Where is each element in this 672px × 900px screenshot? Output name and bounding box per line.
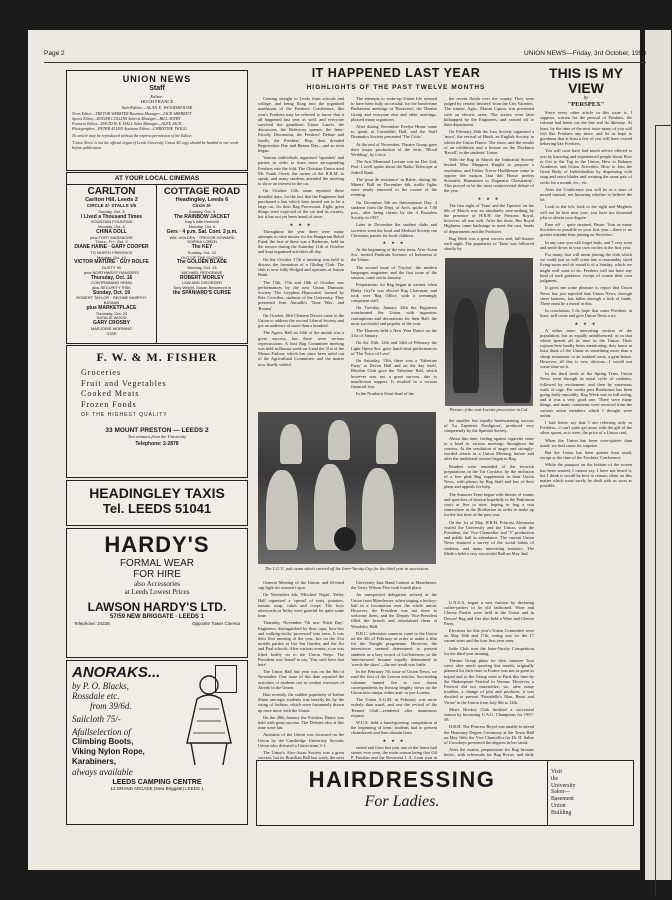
cinema-listing-line: SOPHIA LOREN: [187, 239, 217, 245]
cinema-listing-line: Tony Wright, Susan Beaumont in: [172, 284, 232, 290]
opinion-title: THIS IS MY: [549, 65, 623, 81]
anoraks-price: from 39/6d.: [90, 701, 132, 711]
article-paragraph: With the Rag in March the Industrial Society invited Miss Margaret Knight to propose a resolution, and Father Trevor Huddleston came to oppose the motion 'that this House prefers Scientific Humanism to Dogmatic Christianity'. This proved to be the most controversial debate of the year.: [444, 157, 534, 194]
cinema-listing-line: Thurs., Fri., Oct. 9: [95, 239, 128, 245]
article-paragraph: U.N.S.A. began a new fashion by declaring coffee-parties to be old fashioned. Wine and Cheese Parties were held in the Union and in Devon! Rag and Ger also held a Wine and Cheese Party.: [444, 600, 534, 626]
cinema-listing-line: DUSTY 90: [101, 264, 122, 270]
editor-label: Editor:: [150, 94, 164, 99]
article-paragraph: In the February 7th issue of Union News, we read the first of the Leeson articles. Succeeding columns fanned fire to two dozen correspondents by leaving lengthy views on the Union into camps, either anti- or pro-Loretta.: [351, 669, 437, 696]
taxis-phone: Tel. LEEDS 51041: [102, 501, 212, 516]
cinema-listing-line: Monday, Oct. 6: [188, 224, 216, 230]
article-paragraph: At the end of November, Theatre Group gave their major production of the term, 'Blood Wedding', by Lorca.: [351, 141, 437, 158]
cinema-listing-line: Sunday, Oct. 5: [98, 209, 125, 214]
small-figure-illustration: [215, 665, 237, 693]
header-rule: [44, 62, 646, 63]
article-paragraph: At the beginning of the new term, Afro-Asian Soc. invited Pandrum Soetarie, of Indonesia to the Union.: [351, 247, 437, 263]
hairdressing-side-line: Visit: [551, 769, 562, 775]
article-paragraph: General Meeting of the Union, and ill-fated cup fight for women's spot.: [258, 580, 344, 591]
camping-centre-name: LEEDS CAMPING CENTRE: [112, 779, 202, 786]
cinema-listing-line: The GOLDEN BLADE: [176, 259, 228, 266]
cinema-listing-line: ROBERT MORLEY: [180, 274, 224, 281]
staff-note: 'Union News' is not the official organ of Leeds University Union All copy should be handed in one week before publication: [72, 140, 239, 150]
opinion-text: [540, 110, 632, 488]
opinion-author: "PERSPEX": [567, 101, 605, 108]
fisher-items: [81, 368, 241, 421]
article-paragraph: Attention of the Union was focussed on the Union by the Cambridge University Socratic Union who defeated a Union team 3-1.: [258, 732, 344, 748]
article-headline: IT HAPPENED LAST YEAR: [311, 66, 481, 80]
cinema-listing-line: CHINA DOLL: [96, 228, 127, 235]
opinion-column: [540, 66, 632, 756]
article-paragraph: Various individuals organised 'squashes' and parties in order to learn more aerosponding Freshers into the fold. The Christian Union used Mr. Frank Owen, the owner of the R.R.M. to speak, and many students attended the meeting to show an interest in the car.: [258, 155, 344, 187]
article-column-3b: [444, 418, 534, 598]
cottage-road-films: [159, 210, 245, 296]
cinema-listing-line: plus FORT MASSACRE: [90, 234, 133, 240]
staff-line: News Editor—TREVOR WEBSTER Business Manager—JACK SHERRITT: [72, 111, 192, 117]
cinema-listing-line: BATAAN: [103, 300, 120, 306]
hairdressing-side-line: the: [551, 775, 559, 782]
article-paragraph: Ease off ... quite strained. Pause. 'Join as many Societies as possible in your first year—there is no greater mistake than joining no Societies.': [540, 222, 632, 238]
article-paragraph: The Union's Afro-Asian Society was a great success, but its Brazilian Ball last week, the next: [258, 750, 344, 761]
staff-line: Sports Editor—ROGER COLLINS Adverts Manager—BILL AVERY: [72, 116, 181, 122]
cottage-road-prices: Circle 3/-: [192, 203, 212, 208]
cinema-listing-line: TO NORTH FREDRICK: [90, 249, 133, 255]
article-column-4: [444, 600, 534, 756]
article-paragraph: It gives me some pleasure to report that Union News has just reported that Union News, through sheer laziness, has fallen through a lack of funds. There must be a moral in this.: [540, 285, 632, 306]
article-paragraph: On November 4th, 'Mischief Night', Tetley Hall organised a 'spread' of sorts, potatoes, tomato soup, cakes and crisps. The boys afterwards at Tetley were grateful for quite some time.: [258, 592, 344, 619]
anoraks-by: by P. O. Blacks,: [72, 681, 129, 691]
hairdressing-title: HAIRDRESSING: [308, 767, 496, 792]
hairdressing-main: [257, 761, 548, 825]
judo-team-caption: The L.U.U. judo team which carried off the Inter-Varsity Cup for the third year in succession.: [264, 566, 430, 571]
article-paragraph: The Dancers held a New Year Dance on the 31st of January.: [351, 327, 437, 339]
article-paragraph: On October 18th Clement Davies came to the Union to address the second Liberal Society and got an audience of more than a hundred.: [258, 312, 344, 329]
carlton-name: CARLTON: [87, 186, 136, 197]
article-column-1: [258, 96, 344, 410]
taxis-name: HEADINGLEY TAXIS: [89, 485, 225, 501]
staff-line: Photographer—PETER ALLEN Assistant Editor—CHRISTINE TWIGG: [72, 125, 187, 131]
cinema-listing-line: The KEY: [191, 244, 213, 251]
sailcloth-price: Sailcloth 75/-: [72, 714, 121, 724]
cinema-listing-line: OUT OF THE CLOUDS: [181, 254, 223, 260]
article-paragraph: the smaller, but equally heartwarming success of 'La Zapateria Prodigiosa', produced very competently by the Spanish Society.: [444, 418, 534, 434]
anoraks-item: Viking Nylon Rope,: [72, 747, 145, 756]
cinema-listing-line: NATALIE WOOD: [96, 315, 127, 321]
cinema-listing-line: Monday, Oct. 13: [96, 254, 127, 260]
cinema-listing-line: DIANE HAINE · GARY COOPER: [74, 244, 149, 251]
article-paragraph: Preparations for Rag began in earnest when Rinky Gryl'n was elected Rag Chairman, and took over Rag Office, with a seemingly competent staff.: [351, 282, 437, 303]
article-paragraph: On February 26th the Law Society organised a 'moot', the revival of Hindi, an English Society in which the Union Dance. The show, and the results of an exhibition and a lecture on the Dockmor 'Recoll', in the students' Union.: [444, 129, 534, 156]
cinema-listing-line: I Lived a Thousand Times: [80, 213, 143, 220]
hardys-line: FOR HIRE: [133, 569, 181, 580]
cinema-listing-line: The RAINBOW JACKET: [173, 213, 231, 220]
cinema-listing-line: WM. HOLDEN · TREVOR HOWARD: [169, 234, 235, 240]
hairdressing-ad: [256, 760, 634, 826]
cinema-listing-line: CONTRABAND SPAIN: [91, 280, 132, 286]
article-paragraph: In the third week of the Spring Term, Union News went through its usual cycle of coolness, followed by excitement, and then by enormous wails of rage. For weeks past Brotherton has been going fairly smoothly. Rag Week was in full swing, and it was a very good one. There were many things, and many comments were received from the various union members which I thought were unfair.: [540, 371, 632, 418]
hardys-address: 57/59 NEW BRIGGATE · LEEDS 1: [110, 614, 204, 620]
hardys-line: also Accessories: [133, 580, 181, 588]
article-paragraph: W.U.S. held a hand-growing competition at the beginning of term; students had to present cleanshaven and then abstain from: [351, 720, 437, 736]
article-paragraph: On the 10th, 12th and 14th of February the Light Opera Soc. gave lunch-time performances of 'The Voice of Love'.: [351, 340, 437, 356]
cinema-listing-line: GARY CROSBY: [93, 320, 130, 327]
article-paragraph: Elections for this year's Union Committee were on May 16th and 17th, voting was for the 17 vacant seats and the four first year ones.: [444, 628, 534, 644]
staff-title: UNION NEWS: [122, 74, 192, 84]
cinema-listing-line: Monday, Oct. 6: [98, 224, 125, 230]
anoraks-item: Climbing Boots,: [72, 737, 134, 746]
article-paragraph: On Saturday, 15th, there was a 'Valentine Party' at Devon Hall and on the day itself, Rhythm Club gave the Valentine Ball, which however was not a great success, due to insufficient support. It resulted in a serious financial loss.: [351, 357, 437, 389]
opinion-title-2: VIEW: [568, 80, 604, 96]
cinema-listing-line: VICTOR MATURE · GUY ROLFE: [74, 259, 149, 266]
cottage-road-name: COTTAGE ROAD: [163, 186, 241, 197]
article-paragraph: Look to the left, look to the right and Meghers will not be here next year; you have me thousand jobs to obtain your degree.: [540, 204, 632, 220]
article-paragraph: But the Union has been quieter than usual, except at the time of the Freshers' Conference.: [540, 449, 632, 461]
section-divider: ★ ★ ★: [382, 240, 406, 246]
article-column-6: [351, 580, 437, 761]
article-paragraph: On the 1st of May, H.R.H. Princess Alexandra visited the University and the Union, with the President, the Vice-Chancellor and 'V' production and public hall in attendance. The current Union News featured a survey of the social habits of students, and many interesting statistics. The Medics held a very successful Ball on May 2nd.: [444, 519, 534, 556]
fisher-item: Cooked Meats: [81, 389, 140, 398]
anoraks-title: ANORAKS...: [72, 664, 161, 681]
judo-team-photo: [258, 412, 436, 564]
next-page-box: [655, 125, 672, 896]
article-paragraph: On December 9th an International Day, 4 students from the Dept. of Arch. spoke at 7.00 p.m., after being rhyme by the 4 Pounders Society in 1957.: [351, 199, 437, 221]
hairdressing-side-line: University: [551, 782, 576, 789]
fisher-item: Frozen Foods: [81, 399, 137, 409]
staff-subtitle: Staff: [149, 85, 165, 92]
article-paragraph: The Union Ball last year was on the 8th of November. One issue of this date reported the activities of students out in combat exercises of Airedo in the Union.: [258, 669, 344, 690]
staff-line: Features Editor—DAVID W. E. HALL Sales Manager—ALEX JACK: [72, 120, 182, 126]
article-column-5: [258, 580, 344, 761]
cinema-listing-line: the SPANIARD'S CURSE: [172, 289, 232, 296]
fisher-address: 33 MOUNT PRESTON — LEEDS 2: [105, 426, 209, 434]
hairdressing-side: [551, 769, 631, 817]
cinema-listing-line: Sunday, Oct. 12: [187, 249, 217, 255]
cinema-listing-line: Kay's with Kenneth: [185, 219, 219, 225]
fisher-item: Groceries: [81, 368, 122, 377]
hardys-line: FORMAL WEAR: [119, 558, 195, 569]
cinema-listing-line: Monday, Oct. 13: [187, 264, 217, 270]
article-paragraph: I had better say that I am referring only to Freshers—I can't quite get away with the gift of the silver spoon, as it were, the price of a Union card.: [540, 419, 632, 436]
article-subheadline: HIGHLIGHTS OF THE PAST TWELVE MONTHS: [306, 84, 486, 91]
fisher-ad: [66, 345, 248, 478]
article-paragraph: When the Union has been over-quieter than usual, we find cause for surprise.: [540, 437, 632, 448]
cinema-listing-line: plus NORTHWEST RANGERS: [84, 269, 139, 275]
article-paragraph: On the October 17th a meeting was held to discuss the formation of a Gliding Club. The club is now fully-fledged and operates at Sutton Bank.: [258, 256, 344, 278]
article-paragraph: The attempts to wake-up Union life seemed to have been fully successful, for the lunch-time Parliament meetings of 'Rosecean', the Theatre Group and everyone else and other meetings, pleased many organisers.: [351, 96, 437, 122]
article-paragraph: You will soon have had much advice offered to you by knowing and experienced people about How to Get to the Top in the Union, How to Balance Academic and Union Activities, How to Join the Great Body of Individualists by dispensing with soap and razor blades and wearing the same pair of socks for a month, etc., etc.: [540, 148, 632, 185]
hardys-company: LAWSON HARDY'S LTD.: [87, 600, 227, 614]
fisher-item: Fruit and Vegetables: [81, 378, 167, 388]
article-paragraph: The Union A.G.M. in February was more orderly than usual, and saw the revival of the 'Kennel Club'—rendered, after unanimous request.: [351, 697, 437, 718]
carlton-listing: [67, 185, 157, 343]
carlton-films: [69, 210, 154, 336]
article-paragraph: After the Conference you will be in a state of mixed turmoil, not knowing whether to believe the lot.: [540, 186, 632, 203]
section-divider: ★ ★ ★: [289, 221, 313, 227]
cinemas-heading: AT YOUR LOCAL CINEMAS: [67, 173, 247, 185]
article-paragraph: H.R.H. The Princess Royal was unable to attend the Honorary Degree Ceremony at the Town Hall on May 16th; the Vice Chancellor for Dr. H. Salter of Crosskeys presented the degrees in her stead.: [444, 724, 534, 746]
editor-name: HUGH FRANCE: [140, 99, 174, 105]
anoraks-also: Afullselection of: [72, 727, 131, 737]
hairdressing-side-line: Basement: [551, 796, 574, 803]
cinema-listing-line: plus MARKETPLACE: [86, 304, 137, 311]
cottage-road-address: Headingley, Leeds 6: [175, 197, 229, 203]
hardys-ad: [66, 528, 248, 658]
article-paragraph: After the exams, preparations for Rag became hectic, with rehearsals for Rag Revue, and daily: [444, 747, 534, 758]
article-paragraph: Rag Week was a great success and, full houses each night. The popularity of 'Tanu' was followed shortly by: [444, 235, 534, 252]
hardys-phone: Telephone: 24226: [74, 621, 110, 626]
article-paragraph: The 15th, 17th and 18th of October saw performances by the new Union Dramatic Society 'The Gryphon Hypocrites' formed by Pete Crowther, students of the University. They presented Jean Anouilh's 'Time Was', and 'Rooms'.: [258, 279, 344, 311]
carlton-address: Carlton Hill, Leeds 2: [85, 197, 138, 203]
hairdressing-side-line: Union: [551, 802, 566, 809]
article-paragraph: Indie Club won the Inter-Varsity Competition for the third year running.: [444, 645, 534, 656]
article-paragraph: The Summer Term began with threats of exams and speeches of tension hopefully in the Parkinson court at five to nine, hoping to bag a seat somewhere in the Brotherton in order to make up for the last time of the past year.: [444, 491, 534, 518]
article-paragraph: The 'pour de resistance' in Rabie, during the Miners' Ball on December 6th, traffic lights were nearly removed to the course of the evening.: [351, 176, 437, 198]
article-paragraph: Theatre Group plans for their summer Tour were, after much sporting this month, originally planned for their time in France was not as great as hoped and so the Group went to Paris this time by the Shakespeare Festival in Verona; 'However, a Festival did not materialize; we, after many troubles, a change of plot and producer, it was decided to present 'Pirandello's Man, Beast and Virtue' in the Union from July 8th to 12th.: [444, 658, 534, 705]
cinema-listing-line: ROBERT TAYLOR · REGINE MURPHY: [76, 295, 147, 301]
next-page-edge: [645, 30, 671, 880]
cinema-listing-line: Sunday, Oct. 5: [188, 209, 216, 214]
article-paragraph: While the passport on the bottom of the screen has been wasted, I cannot say, I have not heard it, but I think it would be best to remain silent on this matter which must surely be dealt with as soon as possible.: [540, 462, 632, 489]
running-title: UNION NEWS—Friday, 3rd October, 1958: [524, 50, 646, 57]
fisher-item: OF THE HIGHEST QUALITY: [81, 412, 168, 418]
cinema-listing-line: LAW AND DISORDER: [181, 280, 223, 286]
article-paragraph: The Agrics Ball on 24th of the month was a great success, but there were serious repercussions. A first Rag Committee meeting was held in Bazaar week on 3 and the 31st of the Mount Parlour, which has since been ruled out of the Agricultural Committee, and the matter now finally settled.: [258, 330, 344, 367]
article-paragraph: In conclusion, I do hope that some Freshers, at least, will come and give Union News a try.: [540, 308, 632, 319]
article-paragraph: Coming straight to Leeds from schools and college, and being flung into the organised maelstrom of the Freshers' Conference, this year's Freshers may be relieved to know that it all happened last year as well, and everyone survived the grandiose Union Lunch, the discussion, the Refectory queues, the Inter-Faculty Discussion, the Freshers' Debate and finally the Freshers' Hop; then dreaded Registration Day and Bazaar Day—and so term began.: [258, 96, 344, 154]
carlton-prices: CIRCLE 2/- STALLS 1/6: [86, 203, 137, 208]
cinemas-box: [66, 172, 248, 344]
page-header: [44, 50, 646, 62]
hardys-note: Opposite Tower Cinema: [192, 621, 240, 626]
hardys-name: HARDY'S: [104, 532, 210, 557]
article-paragraph: ended and from last year one of the finest hail stones ever seen, the main reason being that Gil P. Finisher and the Reverend J. A. Lean won in: [351, 744, 437, 761]
hardys-line: at Leeds Lowest Prices: [124, 588, 190, 596]
cinema-listing-line: MARJORIE MORNING: [90, 325, 133, 331]
article-paragraph: On the 28th January the Freshers Dance was held with great success. The Debates also at this time were fair.: [258, 714, 344, 731]
anoraks-ad: [66, 660, 248, 825]
article-column-2: [351, 96, 437, 410]
fisher-note: Two minutes from the University: [127, 433, 187, 439]
hairdressing-subtitle: For Ladies.: [364, 793, 440, 810]
cinema-listing-line: Thursday, Oct. 16: [90, 274, 133, 281]
section-divider: ★ ★ ★: [477, 195, 501, 201]
article-paragraph: the recent floods over the county. They were judged by certain 'invitees' from the City Varieties. The winner, Agric. Martin Lipton, was presented with an electric razor. The sixties were later kidnapped by the Engineers, and carried off to their department.: [444, 96, 534, 128]
cinema-listing-line: Sunday, Oct. 19: [92, 289, 131, 296]
procession-caption: Picture of the anti-Loretta procession in Cal.: [449, 407, 529, 412]
article-paragraph: Since every other article in this issue is, I suppose, written for the perusal of Freshers, the column had better toe the line and do likewise. At least, by the time of the next issue many of you will feel like Freshers any more, and let us hope to goodness that at least a few of you will have ceased behaving like Freshers.: [540, 110, 632, 147]
fisher-name: F. W. & M. FISHER: [96, 350, 218, 364]
article-paragraph: On October 11th came reported those dreadful days, for the fact that the Engineers had purchased a bus which later turned out to be a large car, for their Rag Procession. Eight, great things were expected of the car and its owners, but it has not yet been heard of since.: [258, 188, 344, 220]
taxis-ad: [66, 480, 248, 526]
article-paragraph: On Tuesday, January 24th the Engineers transformed the Union with ingenious contraptions and decorations for their Ball, the most successful and popular of the year.: [351, 305, 437, 326]
cinema-listing-line: plus SECURITY RISK: [91, 284, 132, 290]
article-paragraph: About this time, feeling against cigarette came to a head in various meetings throughout the country. At the resolution of anger and strongly-worded retorts in a Union Meeting, before and after the traditional session began in Rag.: [444, 435, 534, 462]
article-paragraph: An unexpected delegation arrived at the Union from Manchester, when staging a hockey-ball in a locomotion over the whole union. However, the President was not there to welcome them, and the Deputy Vice-President filled the breach and entertained them at Woodsley Hall.: [351, 592, 437, 629]
fisher-phone: Telephone: 2-2878: [135, 440, 179, 447]
article-paragraph: For many, that will mean joining the club which we could just as well cram into a reasonably sized living-room and sit round it of a Sunday, which we might well want to do. Freshers will not have any kind of such guidance, except of course their own judgment.: [540, 252, 632, 284]
procession-photo: [445, 258, 533, 406]
hairdressing-side-line: Salon—: [551, 789, 571, 796]
anoraks-always: always available: [72, 767, 133, 777]
anoraks-item: Karabiners,: [72, 757, 117, 766]
section-divider: ★ ★ ★: [574, 320, 598, 326]
cinema-listing-line: STAR: [106, 330, 117, 336]
article-paragraph: The Arts Memorial Lecture was on Dec 2nd, Prof. Lovell spoke about the Radio Telescope at Jodrell Bank.: [351, 159, 437, 175]
article-paragraph: Later in December the student clubs and societies went the local and Medical Society ran Christmas parties for local children.: [351, 222, 437, 238]
sub-editor: Sub-Editor—ALAN E. WOODHOUSE: [121, 104, 193, 110]
section-divider: ★ ★ ★: [382, 737, 406, 743]
page-number: Page 2: [44, 50, 65, 57]
camping-centre-address: 12 GRAND ARCADE (New Briggate) LEEDS 1: [110, 786, 204, 791]
article-paragraph: Men's Hockey Club finished a successful season by becoming U.A.U. Champions for 1957-58.: [444, 706, 534, 723]
cinema-listing-line: Gers · 4 p.m. Sat. Cont. 2 p.m.: [166, 228, 238, 235]
article-paragraph: In any case you will forget both, and 'I very soon and settle down in your own circles in the first year.: [540, 239, 632, 250]
article-paragraph: Throughout the year there were many attempts to raise money for the Hungarian Relief Fund; the first of these was a Barbecue, held on the terrace during the Saturday 11th of October and kept organised activities all day.: [258, 228, 344, 255]
opinion-by: by: [583, 96, 589, 101]
article-paragraph: The second issue of 'Gryfon', the modern languages magazine, and the first issue of the session, came out in January.: [351, 264, 437, 281]
cinema-listing-line: Thursday, Oct. 23: [95, 310, 128, 316]
article-paragraph: Hair recently, the sudden popularity of Italian Shirts amongst students was heavily hit by the rising of fashion, which were fortunately drawn up once more with the Union.: [258, 692, 344, 713]
article-paragraph: B.B.C. television cameras came to the Union on the 4th of February in order to make a film for the Tonight programme. However, the interviewer seemed determined to present students as a lazy crowd of Cat-listeners, so the 'interviewees' became equally determined to 'wreck the show'—the net result was futile.: [351, 630, 437, 668]
article-column-3: [444, 96, 534, 256]
staff-box: [66, 70, 248, 171]
hairdressing-side-line: Building: [551, 809, 572, 816]
cottage-road-listing: [157, 185, 247, 343]
anoraks-place: Rossdale etc.: [72, 691, 120, 701]
article-paragraph: After during November Evelyn Home came to speak at Cavendish Hall, and the Staff Dramatics Society presented 'The Critic'.: [351, 124, 437, 140]
article-paragraph: In the Northern Semi-final of the: [356, 391, 414, 397]
cinema-listing-line: HOUNTAIN FOUNTAIN: [90, 219, 133, 225]
article-paragraph: The first night of 'Tanu' and the Tiptoers' on the 6th of March was an absolutely awe-striking by the presence of H.R.H. the Princess Royal, however, all was well. After the show, Her Royal Highness came backstage to meet the cast, heads of departments and the Producer.: [444, 202, 534, 234]
article-paragraph: Readers were reminded of the feverish preparations in the Tar Corridor, by the inclusion of a free pink Rag supplement in their Union News, with photos by Rag Staff and lots of their plans and appeals for help.: [444, 463, 534, 490]
article-paragraph: University Jazz Band Contest at Manchester, the Gerry Wilson Five took fourth place.: [351, 580, 437, 591]
cinema-listing-line: MICHAEL REDGRAVE: [181, 269, 223, 275]
article-paragraph: Thursday, November 7th saw 'Stick Day'. Engineers, distinguished by their caps, bow-ties and walking-sticks 'processed' into town. It was their first meeting of the year, fire on the 31st mobile parties at Gre Sin Garden, and the Art and Paul schools. After various events, a car was lifted bodily on to the Union Steps. The President was 'found' to say, 'You can't have that here'.: [258, 620, 344, 668]
article-paragraph: A rather more interesting section of the population, but as equally uninfluenced, as in that which spends all its time in the Union. Their sojourn here hardly bears mentioning; they know at least think of the Union as something more than a cheap restaurant, or an isolated oasis, a gym-house. However, all this is very obvious—I would not waste time on it.: [540, 327, 632, 369]
staff-note: No article may be reproduced without the express permission of the Editor.: [72, 133, 192, 139]
